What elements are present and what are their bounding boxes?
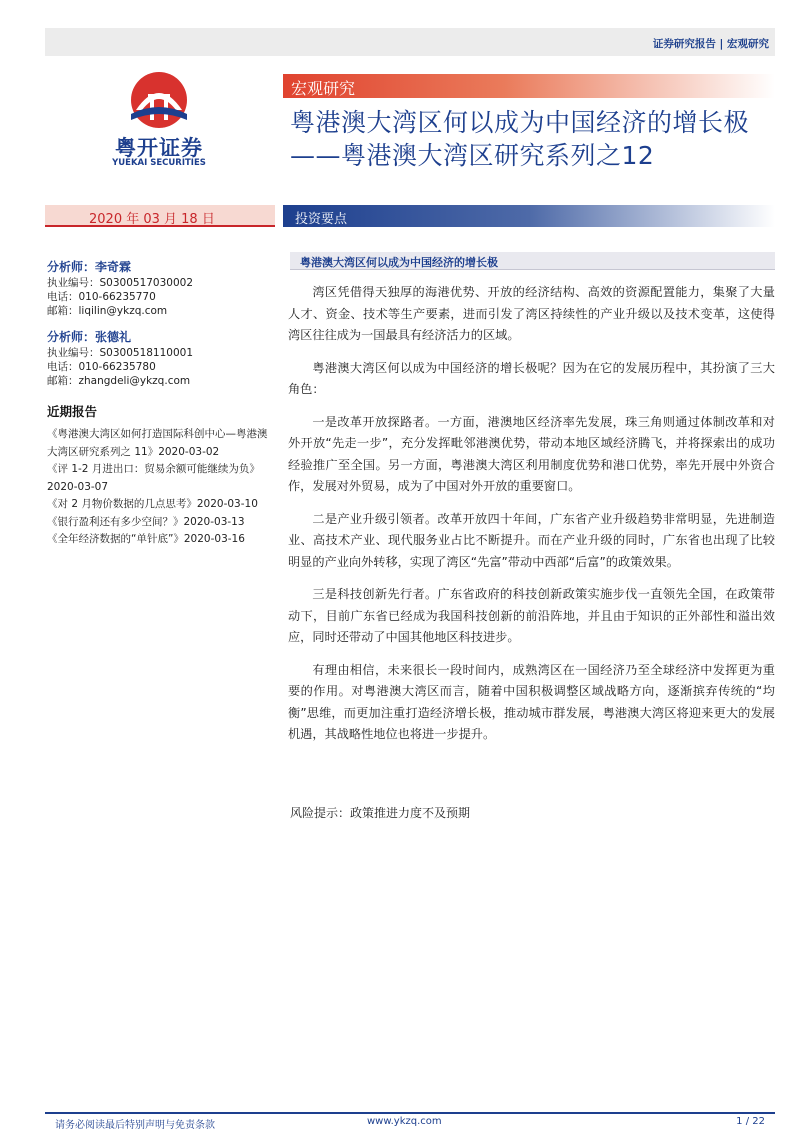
analyst-name: 分析师：张德礼	[47, 330, 132, 344]
logo-name-cn: 粤开证券	[115, 136, 203, 160]
summary-body	[288, 282, 775, 757]
analyst-email[interactable]: 邮箱：zhangdeli@ykzq.com	[47, 375, 191, 387]
footer-website-link[interactable]: www.ykzq.com	[367, 1116, 442, 1127]
analyst-license: 执业编号：S0300517030002	[47, 277, 194, 289]
analyst-name: 分析师：李奇霖	[47, 260, 132, 274]
summary-paragraph: 一是改革开放探路者。一方面，港澳地区经济率先发展，珠三角则通过体制改革和对外开放“先走一步”，充分发挥毗邻港澳优势，带动本地区域经济腾飞，并将探索出的成功经验推广至全国。另一方面，粤港澳大湾区利用制度优势和港口优势，率先开展中外资合作，发展对外贸易，成为了中国对外开放的重要窗口。	[288, 414, 775, 493]
summary-heading-bar	[290, 252, 775, 270]
risk-warning: 风险提示：政策推进力度不及预期	[290, 806, 471, 820]
report-title: 粤港澳大湾区何以成为中国经济的增长极——粤港澳大湾区研究系列之12	[290, 108, 750, 170]
recent-reports-title: 近期报告	[47, 404, 98, 419]
company-logo	[100, 70, 218, 170]
analyst-phone: 电话：010-66235770	[47, 291, 156, 303]
analyst-phone: 电话：010-66235780	[47, 361, 156, 373]
report-type-label: 证券研究报告 | 宏观研究	[652, 38, 769, 50]
summary-paragraph: 湾区凭借得天独厚的海港优势、开放的经济结构、高效的资源配置能力，集聚了大量人才、资金、技术等生产要素，进而引发了湾区持续性的产业升级以及技术变革，这使得湾区往往成为一国最具有经济活力的区域。	[288, 285, 775, 342]
summary-paragraph: 三是科技创新先行者。广东省政府的科技创新政策实施步伐一直领先全国，在政策带动下，目前广东省已经成为我国科技创新的前沿阵地，并且由于知识的正外部性和溢出效应，同时还带动了中国其他地区科技进步。	[288, 587, 775, 644]
investment-points-label: 投资要点	[295, 212, 348, 227]
analyst-block	[47, 258, 275, 318]
logo-emblem-icon	[128, 70, 190, 130]
date-bar	[45, 205, 275, 227]
summary-paragraph: 有理由相信，未来很长一段时间内，成熟湾区在一国经济乃至全球经济中发挥更为重要的作用。对粤港澳大湾区而言，随着中国积极调整区域战略方向，逐渐摈弃传统的“均衡”思维，而更加注重打造经济增长极，推动城市群发展，粤港澳大湾区将迎来更大的发展机遇，其战略性地位也将进一步提升。	[288, 662, 775, 741]
summary-heading: 粤港澳大湾区何以成为中国经济的增长极	[300, 256, 498, 269]
recent-report-item[interactable]: 《评 1-2 月进出口：贸易余额可能继续为负》2020-03-07	[47, 463, 260, 493]
investment-points-bar	[283, 205, 775, 227]
category-bar	[283, 74, 775, 98]
sidebar	[47, 258, 275, 549]
summary-paragraph: 粤港澳大湾区何以成为中国经济的增长极呢？因为在它的发展历程中，其扮演了三大角色：	[288, 360, 775, 396]
category-label: 宏观研究	[291, 79, 356, 98]
recent-report-item[interactable]: 《对 2 月物价数据的几点思考》2020-03-10	[47, 498, 258, 510]
analyst-email[interactable]: 邮箱：liqilin@ykzq.com	[47, 305, 168, 317]
top-header-band	[45, 28, 775, 56]
summary-paragraph: 二是产业升级引领者。改革开放四十年间，广东省产业升级趋势非常明显，先进制造业、高技术产业、现代服务业占比不断提升。而在产业升级的同时，广东省也出现了比较明显的产业向外转移，实现了湾区“先富”带动中西部“后富”的政策效果。	[288, 511, 775, 569]
recent-report-item[interactable]: 《全年经济数据的“单针底”》2020-03-16	[47, 533, 245, 545]
footer-disclaimer[interactable]: 请务必阅读最后特别声明与免责条款	[55, 1120, 215, 1131]
recent-report-item[interactable]: 《银行盈利还有多少空间？》2020-03-13	[47, 515, 245, 528]
analyst-license: 执业编号：S0300518110001	[47, 347, 194, 359]
analyst-block	[47, 328, 275, 388]
footer-divider	[45, 1112, 775, 1114]
logo-name-en: YUEKAI SECURITIES	[112, 158, 206, 168]
report-date: 2020 年 03 月 18 日	[89, 212, 215, 227]
recent-report-item[interactable]: 《粤港澳大湾区如何打造国际科创中心—粤港澳大湾区研究系列之 11》2020-03-02	[47, 428, 268, 458]
page-number: 1 / 22	[736, 1116, 765, 1127]
